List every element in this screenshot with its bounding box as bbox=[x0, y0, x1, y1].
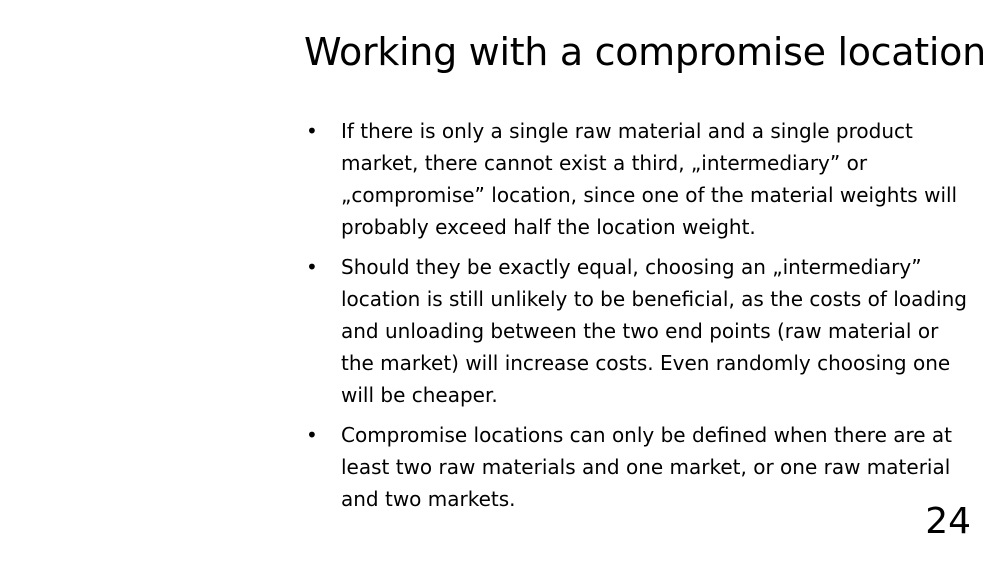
slide-page-number: 24 bbox=[925, 501, 971, 542]
bullet-text: If there is only a single raw material and a single product market, there cannot exist a third, „intermediary” or „compromise” location, since one of the material weights will probably exceed half the location weight. bbox=[341, 119, 958, 239]
bullet-icon: • bbox=[306, 423, 318, 447]
bullet-item-compromise-definition bbox=[304, 419, 972, 515]
bullet-icon: • bbox=[306, 255, 318, 279]
bullet-text: Compromise locations can only be defined when there are at least two raw materials and one market, or one raw material and two markets. bbox=[341, 423, 953, 511]
bullet-item-single-market bbox=[304, 115, 972, 243]
bullet-list bbox=[304, 115, 972, 523]
bullet-icon: • bbox=[306, 119, 318, 143]
bullet-item-equal-weights bbox=[304, 251, 972, 411]
slide-title: Working with a compromise location bbox=[304, 30, 986, 74]
bullet-text: Should they be exactly equal, choosing an „intermediary” location is still unlikely to be beneficial, as the costs of loading and unloading between the two end points (raw material or the market) will increase costs. Even randomly choosing one will be cheaper. bbox=[341, 255, 967, 407]
